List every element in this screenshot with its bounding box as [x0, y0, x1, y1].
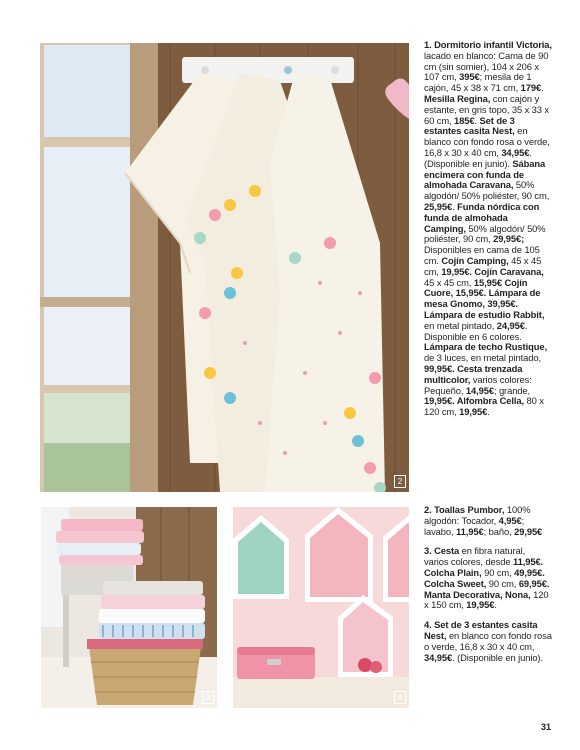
- item-text: varios colores: Pequeño,: [424, 373, 532, 396]
- item-text: .: [452, 200, 458, 212]
- item-text: 80 x 120 cm,: [424, 395, 544, 418]
- item-text: 45 x 45 cm,: [424, 254, 542, 277]
- photo-towels-basket: [41, 507, 217, 708]
- item-bold-text: 69,95€. Manta Decorativa, Nona,: [424, 577, 550, 600]
- item-text: 90 cm,: [481, 566, 515, 578]
- item-description: [424, 40, 552, 418]
- item-bold-text: 179€: [520, 82, 542, 94]
- towels-basket-illustration: [41, 507, 217, 708]
- item-bold-text: Set de 3 estantes casita Nest,: [424, 114, 515, 137]
- photo-number-badge: 3: [202, 691, 214, 704]
- item-bold-text: 1. Dormitorio infantil Victoria,: [424, 39, 552, 50]
- photo-number-badge: 2: [394, 475, 406, 488]
- item-text: .: [541, 82, 544, 94]
- item-text: con cajón y estante, en gris topo, 35 x 33 x 60 cm,: [424, 92, 550, 126]
- item-text: en blanco con fondo rosa o verde, 16,8 x 30 x 40 cm,: [424, 629, 552, 652]
- house-shelves-illustration: [233, 507, 409, 708]
- item-text: 90 cm,: [486, 577, 519, 589]
- item-text: ; mesila de 1 cajón, 45 x 38 x 71 cm,: [424, 71, 532, 94]
- item-text: lacado en blanco: Cama de 90 cm (sin somier), 104 x 206 x 107 cm,: [424, 49, 549, 83]
- item-text: en metal pintado,: [424, 319, 497, 331]
- item-bold-text: 19,95€: [466, 599, 495, 611]
- item-text: ; lavabo,: [424, 514, 525, 537]
- item-text: ; grande,: [493, 384, 531, 396]
- towels-hanging-illustration: [40, 43, 409, 492]
- product-description-column-top: [424, 40, 552, 427]
- item-bold-text: 2. Toallas Pumbor,: [424, 504, 505, 515]
- item-text: 120 x 150 cm,: [424, 588, 549, 611]
- item-text: .: [487, 406, 490, 418]
- item-bold-text: 395€: [459, 71, 480, 83]
- item-text: 45 x 45 cm,: [424, 276, 474, 288]
- item-bold-text: 49,95€. Colcha Sweet,: [424, 566, 545, 589]
- item-bold-text: 34,95€: [501, 146, 530, 158]
- item-bold-text: 19,95€. Cojín Caravana,: [441, 265, 544, 277]
- item-bold-text: 19,95€: [459, 406, 488, 418]
- item-bold-text: 15,95€ Cojín Cuore, 15,95€. Lámpara de mesa Gnomo, 39,95€. Lámpara de estudio Rabbit,: [424, 276, 545, 320]
- item-text: ; baño,: [483, 525, 515, 537]
- item-description: [424, 620, 552, 663]
- item-text: de 3 luces, en metal pintado,: [424, 352, 541, 364]
- photo-house-shelves: [233, 507, 409, 708]
- item-bold-text: Mesilla Regina,: [424, 92, 491, 104]
- item-text: 50% algodón/ 50% poliéster, 90 cm,: [424, 222, 546, 245]
- item-bold-text: 19,95€. Alfombra Cella,: [424, 395, 525, 407]
- item-bold-text: 24,95€: [496, 319, 525, 331]
- item-bold-text: 99,95€. Cesta trenzada multicolor,: [424, 362, 523, 385]
- item-bold-text: 11,95€. Colcha Plain,: [424, 556, 544, 578]
- item-bold-text: Lámpara de techo Rustique,: [424, 341, 547, 353]
- product-description-column-bottom: [424, 505, 552, 672]
- photo-towels-hanging: [40, 43, 409, 492]
- item-text: en blanco con fondo rosa o verde, 16,8 x 30 x 40 cm,: [424, 125, 550, 158]
- item-bold-text: 34,95€: [424, 651, 453, 663]
- item-bold-text: 11,95€: [456, 525, 484, 537]
- item-bold-text: 4. Set de 3 estantes casita Nest,: [424, 619, 538, 641]
- item-text: Disponibles en cama de 105 cm.: [424, 244, 540, 266]
- item-bold-text: 25,95€: [424, 200, 453, 212]
- item-text: .: [494, 599, 497, 611]
- item-text: 50% algodón/ 50% poliéster, 90 cm,: [424, 179, 550, 202]
- item-description: [424, 546, 552, 611]
- item-text: . (Disponible en junio).: [452, 651, 543, 663]
- item-text: 100% algodón: Tocador,: [424, 504, 531, 526]
- item-text: en fibra natural, varios colores, desde: [424, 545, 526, 568]
- item-bold-text: 4,95€: [498, 514, 522, 526]
- photo-number-badge: 4: [394, 691, 406, 704]
- item-text: . Disponible en 6 colores.: [424, 319, 528, 342]
- item-bold-text: Cojín Camping,: [441, 254, 509, 266]
- item-bold-text: 29,95€;: [493, 233, 525, 245]
- page-number: 31: [541, 722, 552, 732]
- item-text: . (Disponible en junio).: [424, 146, 532, 169]
- item-bold-text: Sábana encimera con funda de almohada Caravana,: [424, 157, 546, 191]
- item-bold-text: Funda nórdica con funda de almohada Camping,: [424, 200, 540, 234]
- item-bold-text: 185€: [454, 114, 475, 126]
- item-bold-text: 3. Cesta: [424, 545, 460, 557]
- item-description: [424, 505, 552, 537]
- item-bold-text: 29,95€: [514, 525, 543, 537]
- item-text: .: [474, 114, 480, 126]
- item-bold-text: 14,95€: [465, 384, 494, 396]
